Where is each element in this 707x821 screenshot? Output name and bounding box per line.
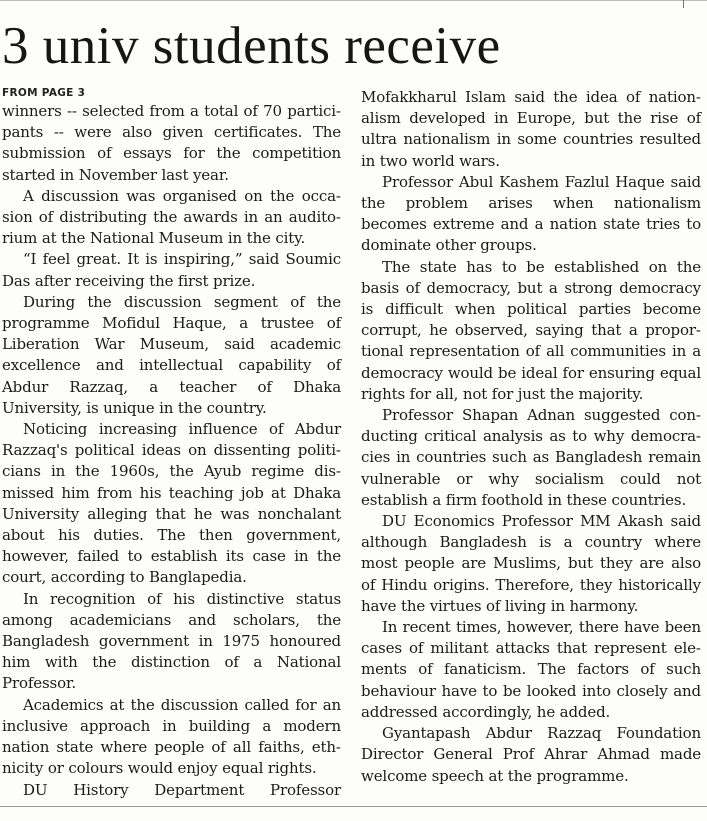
paragraph: Mofakkharul Islam said the idea of nationalism developed in Europe, but the rise of ultra nationalism in some countries resulted in two world wars. <box>361 88 701 170</box>
paragraph: DU History Department Professor <box>23 780 341 799</box>
article-column-left <box>2 86 341 801</box>
paragraph: In recognition of his distinctive status among academicians and scholars, the Bangladesh government in 1975 honoured him with the distinction of a National Professor. <box>2 589 341 693</box>
paragraph: A discussion was organised on the occasion of distributing the awards in an auditorium at the National Museum in the city. <box>2 186 341 248</box>
paragraph: Gyantapash Abdur Razzaq Foundation Director General Prof Ahrar Ahmad made welcome speech at the programme. <box>361 724 701 785</box>
headline: 3 univ students receive <box>2 17 501 75</box>
paragraph: The state has to be established on the basis of democracy, but a strong democracy is difficult when political parties become corrupt, he observed, saying that a proportional representation of all communities in a democracy would be ideal for ensuring equal rights for all, not for just the majority. <box>361 257 701 403</box>
continuation-label: FROM PAGE 3 <box>2 87 86 99</box>
bottom-rule <box>0 806 707 807</box>
paragraph: winners -- selected from a total of 70 participants -- were also given certificates. The submission of essays for the competition started in November last year. <box>2 102 341 184</box>
top-rule <box>0 0 707 1</box>
paragraph: During the discussion segment of the programme Mofidul Haque, a trustee of Liberation War Museum, said academic excellence and intellectual capability of Abdur Razzaq, a teacher of Dhaka University, is unique in the country. <box>2 292 341 417</box>
paragraph: “I feel great. It is inspiring,” said Soumic Das after receiving the first prize. <box>2 250 341 290</box>
corner-mark <box>683 0 684 8</box>
paragraph: DU Economics Professor MM Akash said although Bangladesh is a country where most people are Muslims, but they are also of Hindu origins. Therefore, they historically have the virtues of living in harmony. <box>361 512 701 615</box>
paragraph: Academics at the discussion called for an inclusive approach in building a modern nation state where people of all faiths, ethnicity or colours would enjoy equal rights. <box>2 695 341 778</box>
paragraph: Professor Abul Kashem Fazlul Haque said the problem arises when nationalism becomes extreme and a nation state tries to dominate other groups. <box>361 172 701 255</box>
paragraph: Professor Shapan Adnan suggested conducting critical analysis as to why democracies in countries such as Bangladesh remain vulnerable or why socialism could not establish a firm foothold in these countries. <box>361 406 701 509</box>
article-column-right <box>361 87 701 787</box>
paragraph: In recent times, however, there have been cases of militant attacks that represent elements of fanaticism. The factors of such behaviour have to be looked into closely and addressed accordingly, he added. <box>361 618 701 721</box>
paragraph: Noticing increasing influence of Abdur Razzaq's political ideas on dissenting politicians in the 1960s, the Ayub regime dismissed him from his teaching job at Dhaka University alleging that he was nonchalant about his duties. The then government, however, failed to establish its case in the court, according to Banglapedia. <box>2 420 341 587</box>
